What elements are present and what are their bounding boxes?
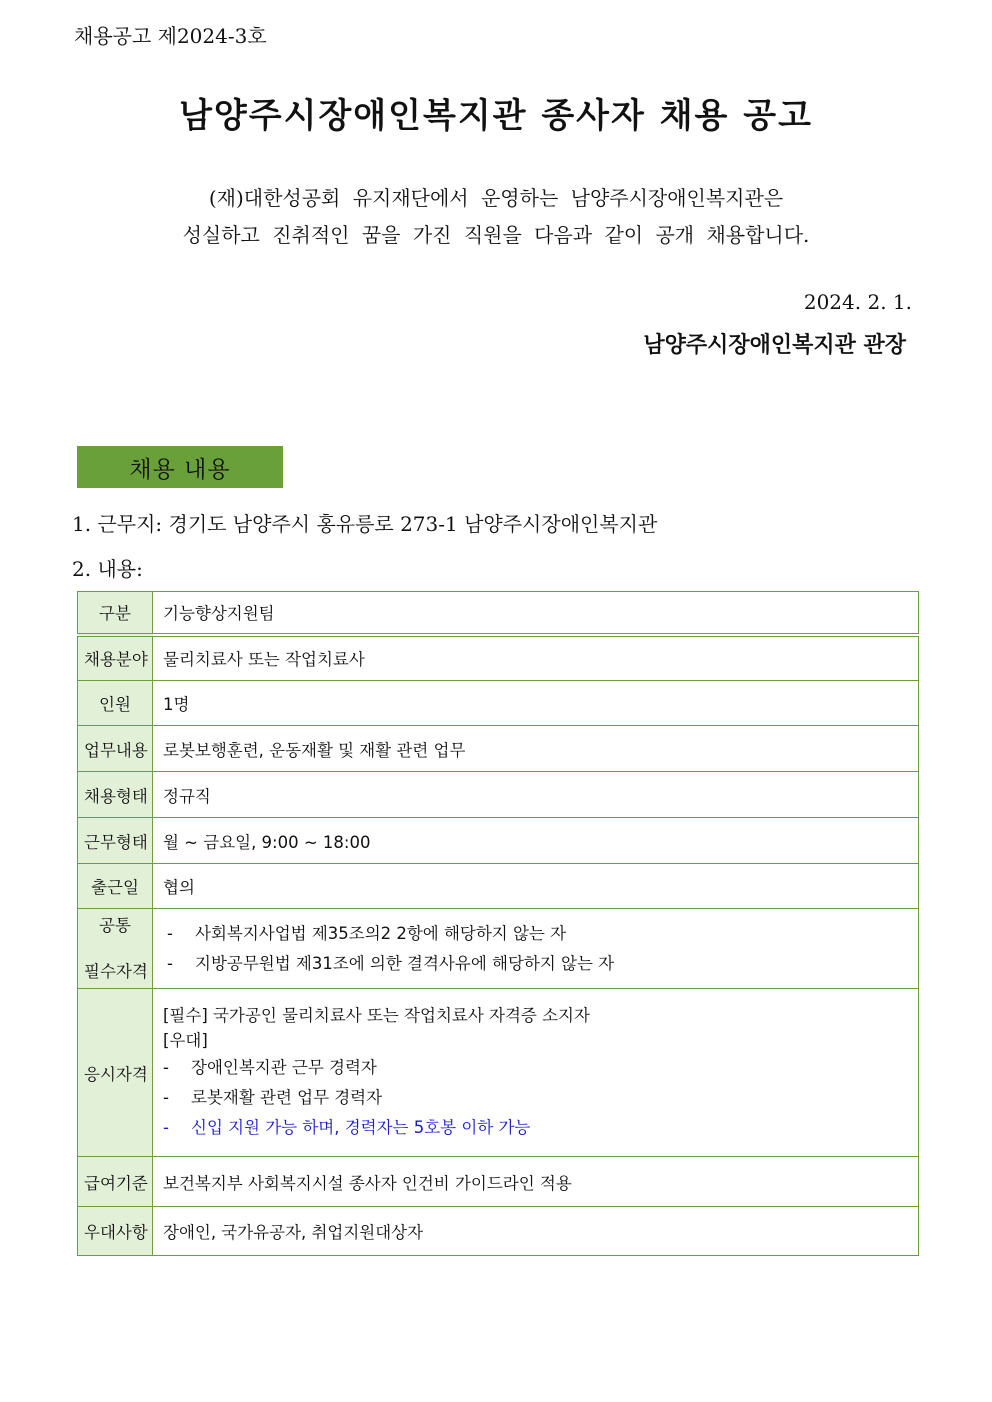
start-date-value: 협의 [153, 864, 919, 909]
recruitment-table [77, 591, 919, 1256]
table-row [78, 726, 919, 772]
list-item: - 지방공무원법 제31조에 의한 결격사유에 해당하지 않는 자 [167, 953, 615, 973]
headcount-value: 1명 [153, 681, 919, 726]
table-row [78, 1157, 919, 1207]
duties-value: 로봇보행훈련, 운동재활 및 재활 관련 업무 [153, 726, 919, 772]
contents-item: 2. 내용: [72, 557, 143, 581]
notice-number: 채용공고 제2024-3호 [74, 24, 267, 48]
preference-value: 장애인, 국가유공자, 취업지원대상자 [153, 1207, 919, 1256]
work-hours-label: 근무형태 [78, 818, 153, 864]
preferred-header: [우대] [163, 1030, 208, 1050]
common-requirements-value [153, 909, 919, 989]
table-row [78, 909, 919, 989]
required-qualification: [필수] 국가공인 물리치료사 또는 작업치료사 자격증 소지자 [163, 1005, 590, 1025]
employment-type-label: 채용형태 [78, 772, 153, 818]
page-title: 남양주시장애인복지관 종사자 채용 공고 [179, 96, 813, 136]
division-value: 기능향상지원팀 [153, 592, 919, 635]
employment-type-value: 정규직 [153, 772, 919, 818]
qualifications-value [153, 989, 919, 1157]
work-hours-value: 월 ~ 금요일, 9:00 ~ 18:00 [153, 818, 919, 864]
preference-label: 우대사항 [78, 1207, 153, 1256]
notice-date: 2024. 2. 1. [803, 290, 912, 314]
signature: 남양주시장애인복지관 관장 [643, 332, 906, 358]
start-date-label: 출근일 [78, 864, 153, 909]
table-row [78, 818, 919, 864]
salary-value: 보건복지부 사회복지시설 종사자 인건비 가이드라인 적용 [153, 1157, 919, 1207]
headcount-label: 인원 [78, 681, 153, 726]
workplace-item: 1. 근무지: 경기도 남양주시 홍유릉로 273-1 남양주시장애인복지관 [72, 512, 658, 536]
table-row [78, 635, 919, 681]
list-item: - 로봇재활 관련 업무 경력자 [163, 1087, 383, 1107]
intro-line-2: 성실하고 진취적인 꿈을 가진 직원을 다음과 같이 공개 채용합니다. [182, 223, 810, 247]
list-item: - 장애인복지관 근무 경력자 [163, 1057, 377, 1077]
intro-text [0, 180, 992, 254]
field-value: 물리치료사 또는 작업치료사 [153, 635, 919, 681]
qualifications-label: 응시자격 [78, 989, 153, 1157]
common-requirements-label-line-1: 공통 [99, 915, 131, 935]
table-row [78, 864, 919, 909]
table-row [78, 772, 919, 818]
duties-label: 업무내용 [78, 726, 153, 772]
intro-line-1: (재)대한성공회 유지재단에서 운영하는 남양주시장애인복지관은 [208, 186, 784, 210]
section-title-badge: 채용 내용 [77, 446, 283, 488]
list-item: - 사회복지사업법 제35조의2 2항에 해당하지 않는 자 [167, 923, 567, 943]
salary-label: 급여기준 [78, 1157, 153, 1207]
common-requirements-label-line-2: 필수자격 [84, 961, 148, 981]
list-item: - 신입 지원 가능 하며, 경력자는 5호봉 이하 가능 [163, 1113, 908, 1143]
division-label: 구분 [78, 592, 153, 635]
table-row [78, 989, 919, 1157]
field-label: 채용분야 [78, 635, 153, 681]
qualification-note: 신입 지원 가능 하며, 경력자는 5호봉 이하 가능 [191, 1117, 531, 1137]
common-requirements-label [78, 909, 153, 989]
table-row [78, 1207, 919, 1256]
table-row [78, 681, 919, 726]
table-row [78, 592, 919, 635]
